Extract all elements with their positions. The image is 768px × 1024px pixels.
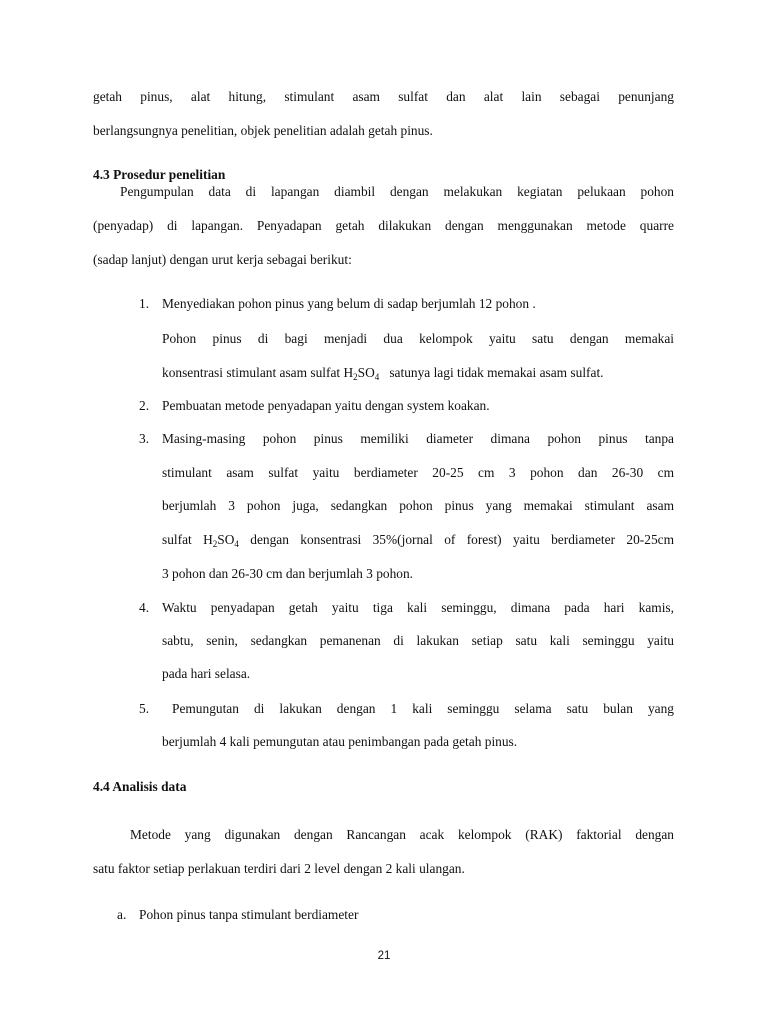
step-3-number: 3. <box>139 431 150 446</box>
step-1-line-2: Pohon pinus di bagi menjadi dua kelompok yaitu satu dengan memakai <box>162 331 674 346</box>
section-4-3-line-2: (penyadap) di lapangan. Penyadapan getah dilakukan dengan menggunakan metode quarre <box>93 218 674 233</box>
step-4-number: 4. <box>139 600 150 615</box>
step-4-line-1: Waktu penyadapan getah yaitu tiga kali seminggu, dimana pada hari kamis, <box>162 600 674 615</box>
section-4-3-line-3: (sadap lanjut) dengan urut kerja sebagai berikut: <box>93 252 352 267</box>
step-4-line-3: pada hari selasa. <box>162 666 251 681</box>
section-heading-4-3: 4.3 Prosedur penelitian <box>93 167 226 182</box>
sub-a-text: Pohon pinus tanpa stimulant berdiameter <box>139 907 359 922</box>
step-3-line-3: berjumlah 3 pohon juga, sedangkan pohon pinus yang memakai stimulant asam <box>162 498 674 513</box>
section-4-4-line-2: satu faktor setiap perlakuan terdiri dari 2 level dengan 2 kali ulangan. <box>93 861 465 876</box>
intro-line-2: berlangsungnya penelitian, objek penelitian adalah getah pinus. <box>93 123 433 138</box>
step-4-line-2: sabtu, senin, sedangkan pemanenan di lakukan setiap satu kali seminggu yaitu <box>162 633 674 648</box>
sub-a-label: a. <box>117 907 127 922</box>
step-1-line-3: konsentrasi stimulant asam sulfat $H_2SO_4$ satunya lagi tidak memakai asam sulfat. <box>162 365 604 382</box>
step-3-line-4: sulfat $H_2SO_4$ dengan konsentrasi 35%(jornal of forest) yaitu berdiameter 20-25cm <box>162 532 674 549</box>
step-2-number: 2. <box>139 398 150 413</box>
page-number: 21 <box>377 950 391 962</box>
step-3-line-1: Masing-masing pohon pinus memiliki diameter dimana pohon pinus tanpa <box>162 431 674 446</box>
intro-line-1: getah pinus, alat hitung, stimulant asam sulfat dan alat lain sebagai penunjang <box>93 89 674 104</box>
step-5-line-1: Pemungutan di lakukan dengan 1 kali seminggu selama satu bulan yang <box>172 701 674 716</box>
step-3-line-5: 3 pohon dan 26-30 cm dan berjumlah 3 pohon. <box>162 566 414 581</box>
step-5-line-2: berjumlah 4 kali pemungutan atau penimbangan pada getah pinus. <box>162 734 518 749</box>
section-4-4-line-1: Metode yang digunakan dengan Rancangan acak kelompok (RAK) faktorial dengan <box>130 827 674 842</box>
step-1-line-1: Menyediakan pohon pinus yang belum di sadap berjumlah 12 pohon . <box>162 296 536 311</box>
step-1-number: 1. <box>139 296 150 311</box>
step-3-line-2: stimulant asam sulfat yaitu berdiameter 20-25 cm 3 pohon dan 26-30 cm <box>162 465 674 480</box>
section-heading-4-4: 4.4 Analisis data <box>93 779 187 794</box>
step-5-number: 5. <box>139 701 150 716</box>
step-2-line-1: Pembuatan metode penyadapan yaitu dengan system koakan. <box>162 398 490 413</box>
section-4-3-line-1: Pengumpulan data di lapangan diambil dengan melakukan kegiatan pelukaan pohon <box>120 184 674 199</box>
